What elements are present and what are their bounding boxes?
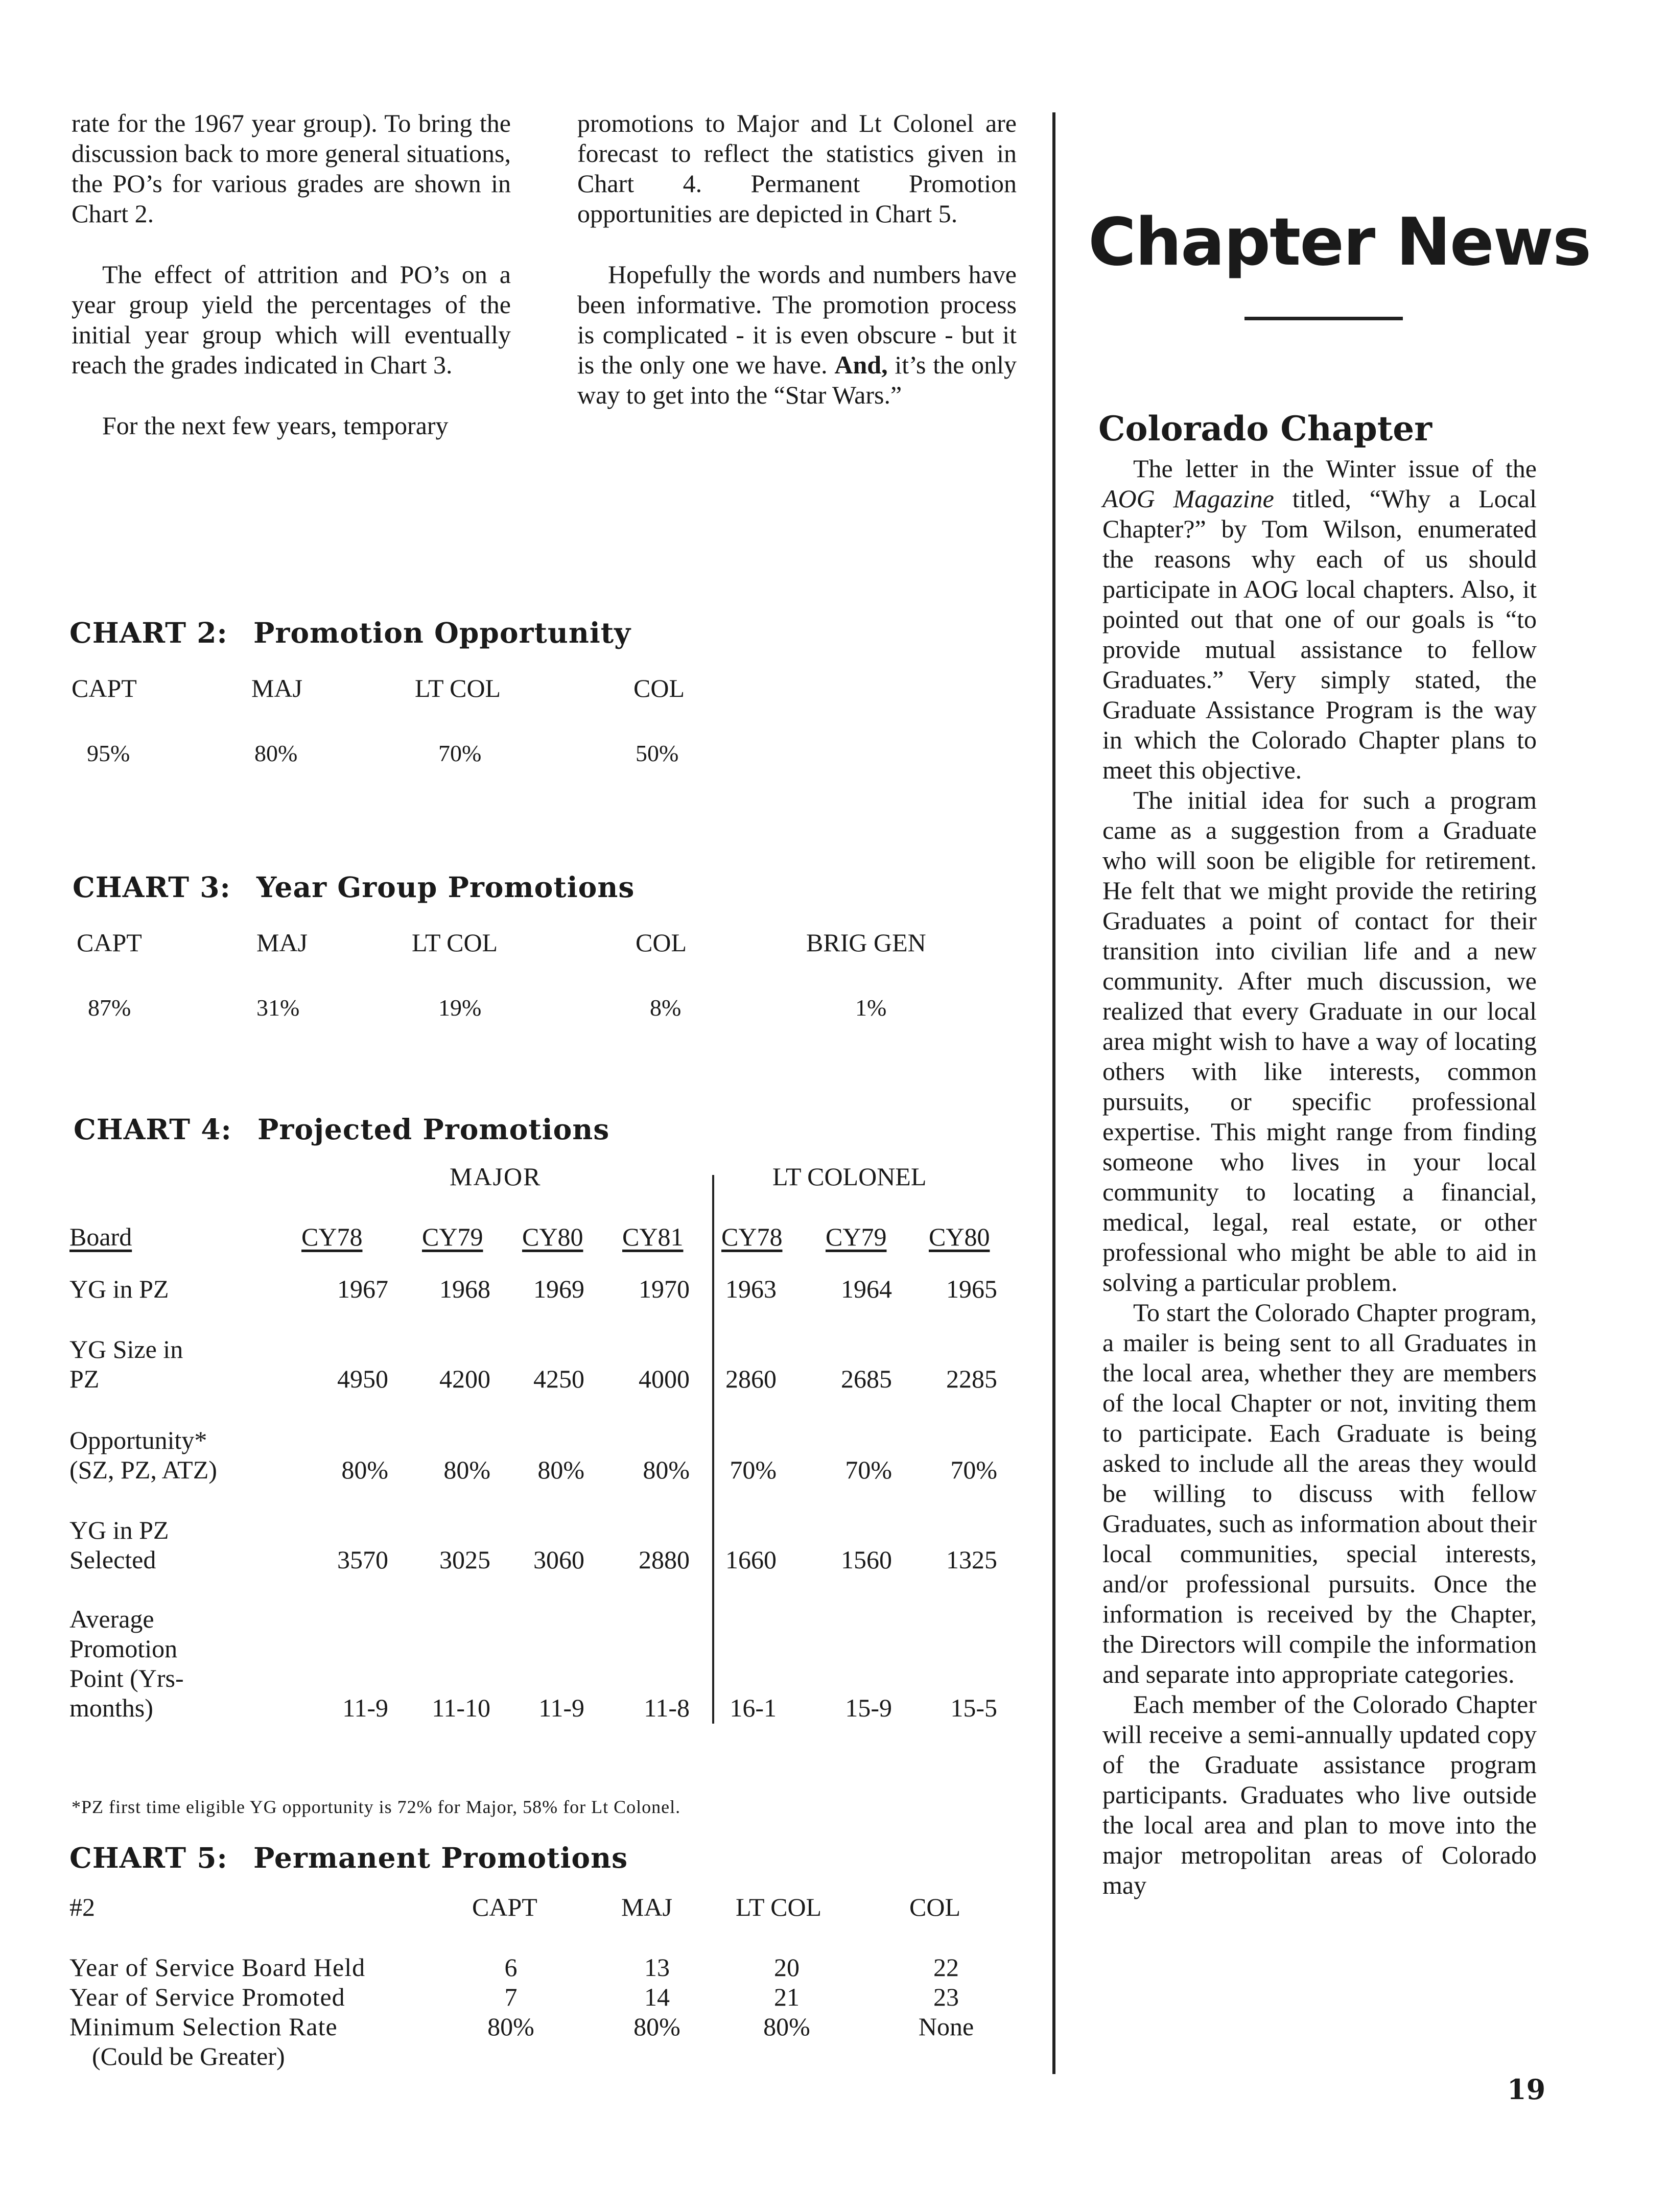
chart5-name: Permanent Promotions [253,1841,628,1874]
chart4-cell: 1560 [841,1545,892,1574]
paragraph [1102,454,1537,785]
chart5-row-label: Year of Service Board Held [69,1953,366,1982]
chart2-header: COL [633,674,685,702]
body-column-1 [72,108,511,441]
paragraph: To start the Colorado Chapter program, a mailer is being sent to all Graduates in the local area, whether they are members of the local Chapter or not, inviting them to participate. Each Graduate is being asked to include all the areas they would be willing to discuss with fellow Graduates, such as information about their local communities, special interests, and/or professional pursuits. Once the information is received by the Chapter, the Directors will compile the information and separate into appropriate categories. [1102,1298,1537,1688]
chart4-board: CY78 [301,1222,363,1251]
paragraph: Each member of the Colorado Chapter will receive a semi-annually updated copy of the Graduate assistance program participants. Graduates who live outside the local area and plan to move into the major metropolitan areas of Colorado may [1102,1690,1537,1899]
chart3-value: 19% [438,995,482,1021]
chart4-board: CY81 [622,1222,684,1251]
chart4-cell: 70% [845,1455,892,1484]
chart4-cell: 16-1 [730,1693,777,1722]
chart4-row-label: YG in PZ [69,1516,169,1544]
chart4-cell: 1965 [946,1275,997,1303]
chart4-cell: 4200 [439,1364,490,1393]
chart4-cell: 2285 [946,1364,997,1393]
chart4-cell: 15-5 [950,1693,997,1722]
body-column-2 [577,108,1017,410]
chart4-board-label: Board [69,1222,132,1251]
magazine-title: AOG Magazine [1102,484,1274,513]
chart4-board: CY79 [826,1222,887,1251]
chart2-value: 80% [254,740,298,766]
chart4-row-label: Promotion [69,1634,178,1663]
chart4-cell: 1964 [841,1275,892,1303]
chart4-cell: 15-9 [845,1693,892,1722]
chart5-cell: 7 [504,1983,518,2011]
chart5-row-label: Minimum Selection Rate [69,2012,338,2041]
paragraph-text: it’s the only way to get into the “Star Wars.” [577,350,1017,409]
chart4-row-label: PZ [69,1364,100,1393]
paragraph: The initial idea for such a program came as a suggestion from a Graduate who will soon be eligible for retirement. He felt that we might provide the retiring Graduates a point of contact for their transition into civilian life and a new community. After much discussion, we realized that every Graduate in our local area might wish to have a way of locating others with like interests, common pursuits, or specific professional expertise. This might range from finding someone who lives in your local community to locating a financial, medical, legal, real estate, or other professional who might be able to aid in solving a particular problem. [1102,786,1537,1297]
chart5-header: COL [909,1893,960,1921]
chart5-cell: 14 [644,1983,670,2011]
chart4-cell: 4250 [533,1364,584,1393]
chart3-header: BRIG GEN [806,928,926,957]
sidebar-body [1102,454,1537,1900]
chart4-cell: 2880 [639,1545,690,1574]
chart5-cell: 80% [763,2012,810,2041]
chart2-label: CHART 2: [69,616,228,649]
chart4-cell: 1963 [725,1275,777,1303]
chart4-row-label: Selected [69,1545,156,1574]
chart4-divider [712,1175,714,1724]
chart5-row-label: Year of Service Promoted [69,1983,345,2011]
paragraph-text: Hopefully the words and numbers have been informative. The promotion process is complicated - it is even obscure - but it is the only one we have. [577,260,1017,379]
chart3-value: 8% [650,995,682,1021]
chart4-cell: 2685 [841,1364,892,1393]
chart3-value: 1% [855,995,887,1021]
masthead-rule [1244,317,1403,320]
chart5-corner: #2 [69,1893,95,1921]
chart4-cell: 80% [341,1455,388,1484]
page-number: 19 [1507,2073,1546,2106]
chart4-row-label: months) [69,1693,153,1722]
chart4-cell: 4000 [639,1364,690,1393]
chart4-cell: 3060 [533,1545,584,1574]
chart5-cell: 6 [504,1953,518,1982]
paragraph-bold: And, [834,350,888,379]
chart5-title [69,1841,628,1874]
chart4-cell: 70% [950,1455,997,1484]
chart4-cell: 11-10 [432,1693,490,1722]
chart2-header: LT COL [415,674,501,702]
chart5-sub-label: (Could be Greater) [92,2042,285,2070]
chart5-cell: 80% [487,2012,534,2041]
chart2-header: CAPT [72,674,137,702]
chart4-cell: 70% [730,1455,777,1484]
chart5-cell: None [918,2012,974,2041]
chart4-name: Projected Promotions [257,1113,610,1146]
chart4-cell: 80% [443,1455,490,1484]
chart4-board: CY79 [422,1222,483,1251]
paragraph [577,260,1017,410]
chart3-title [73,870,635,904]
chart5-cell: 22 [933,1953,959,1982]
chart3-label: CHART 3: [73,870,231,904]
paragraph-text: titled, “Why a Local Chapter?” by Tom Wilson, enumerated the reasons why each of us should participate in AOG local chapters. Also, it pointed out that one of our goals is “to provide mutual assistance to fellow Graduates.” Very simply stated, the Graduate Assistance Program is the way in which the Colorado Chapter plans to meet this objective. [1102,484,1537,784]
chart5-label: CHART 5: [69,1841,228,1874]
chart4-label: CHART 4: [74,1113,232,1146]
chart4-cell: 1325 [946,1545,997,1574]
chart4-cell: 11-9 [538,1693,584,1722]
chart3-value: 87% [88,995,131,1021]
chart3-header: COL [636,928,687,957]
chart3-header: LT COL [412,928,498,957]
chart4-cell: 80% [643,1455,690,1484]
chart4-cell: 3025 [439,1545,490,1574]
chart4-row-label: YG in PZ [69,1275,169,1303]
chart3-header: CAPT [77,928,142,957]
chart4-cell: 80% [537,1455,584,1484]
chart4-row-label: YG Size in [69,1335,183,1363]
paragraph: promotions to Major and Lt Colonel are forecast to reflect the statistics given in Chart 4. Permanent Promotion opportunities are depicted in Chart 5. [577,109,1017,228]
chart4-board: CY80 [929,1222,990,1251]
chart4-cell: 11-9 [342,1693,388,1722]
chart2-name: Promotion Opportunity [253,616,631,649]
chart2-value: 50% [636,740,679,766]
chart5-header: LT COL [736,1893,822,1921]
chart3-value: 31% [256,995,300,1021]
chart4-board: CY80 [522,1222,583,1251]
paragraph: rate for the 1967 year group). To bring the discussion back to more general situations, the PO’s for various grades are shown in Chart 2. [72,109,511,228]
paragraph: For the next few years, temporary [102,411,449,440]
chart5-header: MAJ [621,1893,673,1921]
chart4-footnote: *PZ first time eligible YG opportunity is 72% for Major, 58% for Lt Colonel. [72,1797,681,1817]
chart4-cell: 11-8 [644,1693,690,1722]
chart2-value: 95% [87,740,130,766]
chart4-cell: 3570 [337,1545,388,1574]
chart4-cell: 2860 [725,1364,777,1393]
chart4-group-ltcol: LT COLONEL [772,1162,927,1191]
chart5-cell: 23 [933,1983,959,2011]
chart5-cell: 80% [633,2012,680,2041]
paragraph-text: The letter in the Winter issue of the [1133,454,1537,483]
chart4-row-label: (SZ, PZ, ATZ) [69,1455,217,1484]
chart4-cell: 1968 [439,1275,490,1303]
paragraph: The effect of attrition and PO’s on a year group yield the percentages of the initial year group which will eventually reach the grades indicated in Chart 3. [72,260,511,379]
section-heading: Colorado Chapter [1098,409,1432,449]
chart4-row-label: Point (Yrs- [69,1664,184,1692]
masthead-title: Chapter News [1088,204,1591,280]
chart4-title [74,1113,609,1146]
chart4-board: CY78 [721,1222,783,1251]
column-divider [1052,112,1055,2074]
chart4-row-label: Average [69,1605,154,1633]
chart5-cell: 21 [774,1983,800,2011]
chart4-cell: 4950 [337,1364,388,1393]
chart5-cell: 13 [644,1953,670,1982]
chart2-header: MAJ [251,674,303,702]
chart4-row-label: Opportunity* [69,1426,207,1454]
chart4-group-major: MAJOR [450,1162,542,1191]
chart5-header: CAPT [472,1893,537,1921]
chart2-title [69,616,631,649]
chart3-name: Year Group Promotions [256,870,635,904]
chart5-cell: 20 [774,1953,800,1982]
chart3-header: MAJ [256,928,308,957]
chart4-cell: 1967 [337,1275,388,1303]
chart4-cell: 1969 [533,1275,584,1303]
chart4-cell: 1660 [725,1545,777,1574]
chart2-value: 70% [438,740,482,766]
chart4-cell: 1970 [639,1275,690,1303]
